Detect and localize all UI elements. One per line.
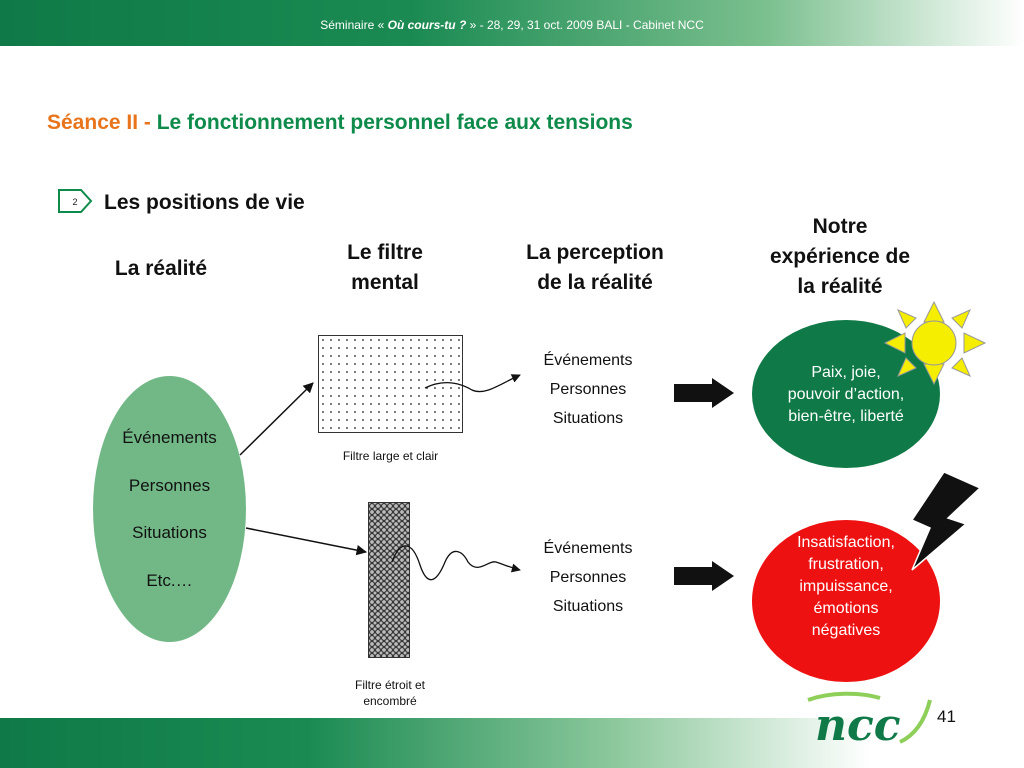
reality-item: Personnes [128, 476, 211, 495]
right-arrow-icon [674, 378, 734, 408]
header-text: Séminaire « Où cours-tu ? » - 28, 29, 31 oct. 2009 BALI - Cabinet NCC [320, 18, 704, 32]
perception-item: Situations [552, 410, 624, 427]
bullet-number: 2 [72, 197, 78, 207]
narrow-filter-caption: Filtre étroit et encombré [354, 678, 426, 708]
subtitle: Les positions de vie [104, 191, 305, 214]
reality-item: Événements [122, 428, 217, 447]
perception-item: Personnes [549, 381, 627, 398]
ncc-logo [808, 694, 930, 751]
svg-text:ncc: ncc [815, 700, 901, 751]
sun-icon [885, 302, 985, 384]
negative-outcome-text: Insatisfaction, frustration, impuissance, émotions négatives [797, 534, 895, 639]
wide-filter-caption: Filtre large et clair [342, 449, 439, 463]
perception-item: Situations [552, 598, 624, 615]
lightning-icon [912, 472, 980, 570]
perception-item: Événements [543, 540, 633, 557]
title-prefix: Séance II - [47, 111, 157, 134]
column-heading-experience: Notre expérience de la réalité [769, 215, 911, 298]
reality-item: Etc.… [146, 571, 193, 590]
narrow-filter-wave [392, 546, 520, 580]
right-arrow-icon [674, 561, 734, 591]
arrow-to-wide-filter [240, 383, 313, 455]
column-heading-realite: La réalité [114, 257, 208, 280]
positive-outcome-text: Paix, joie, pouvoir d’action, bien-être, liberté [787, 364, 905, 425]
page-number: 41 [937, 707, 956, 726]
column-heading-filtre: Le filtre mental [347, 241, 423, 294]
reality-item: Situations [132, 523, 207, 542]
column-heading-perception: La perception de la réalité [526, 241, 664, 294]
perception-item: Événements [543, 352, 633, 369]
title-main: Le fonctionnement personnel face aux tensions [156, 111, 633, 134]
arrow-to-narrow-filter [246, 528, 366, 552]
perception-item: Personnes [549, 569, 627, 586]
wide-filter-wave [425, 375, 520, 392]
